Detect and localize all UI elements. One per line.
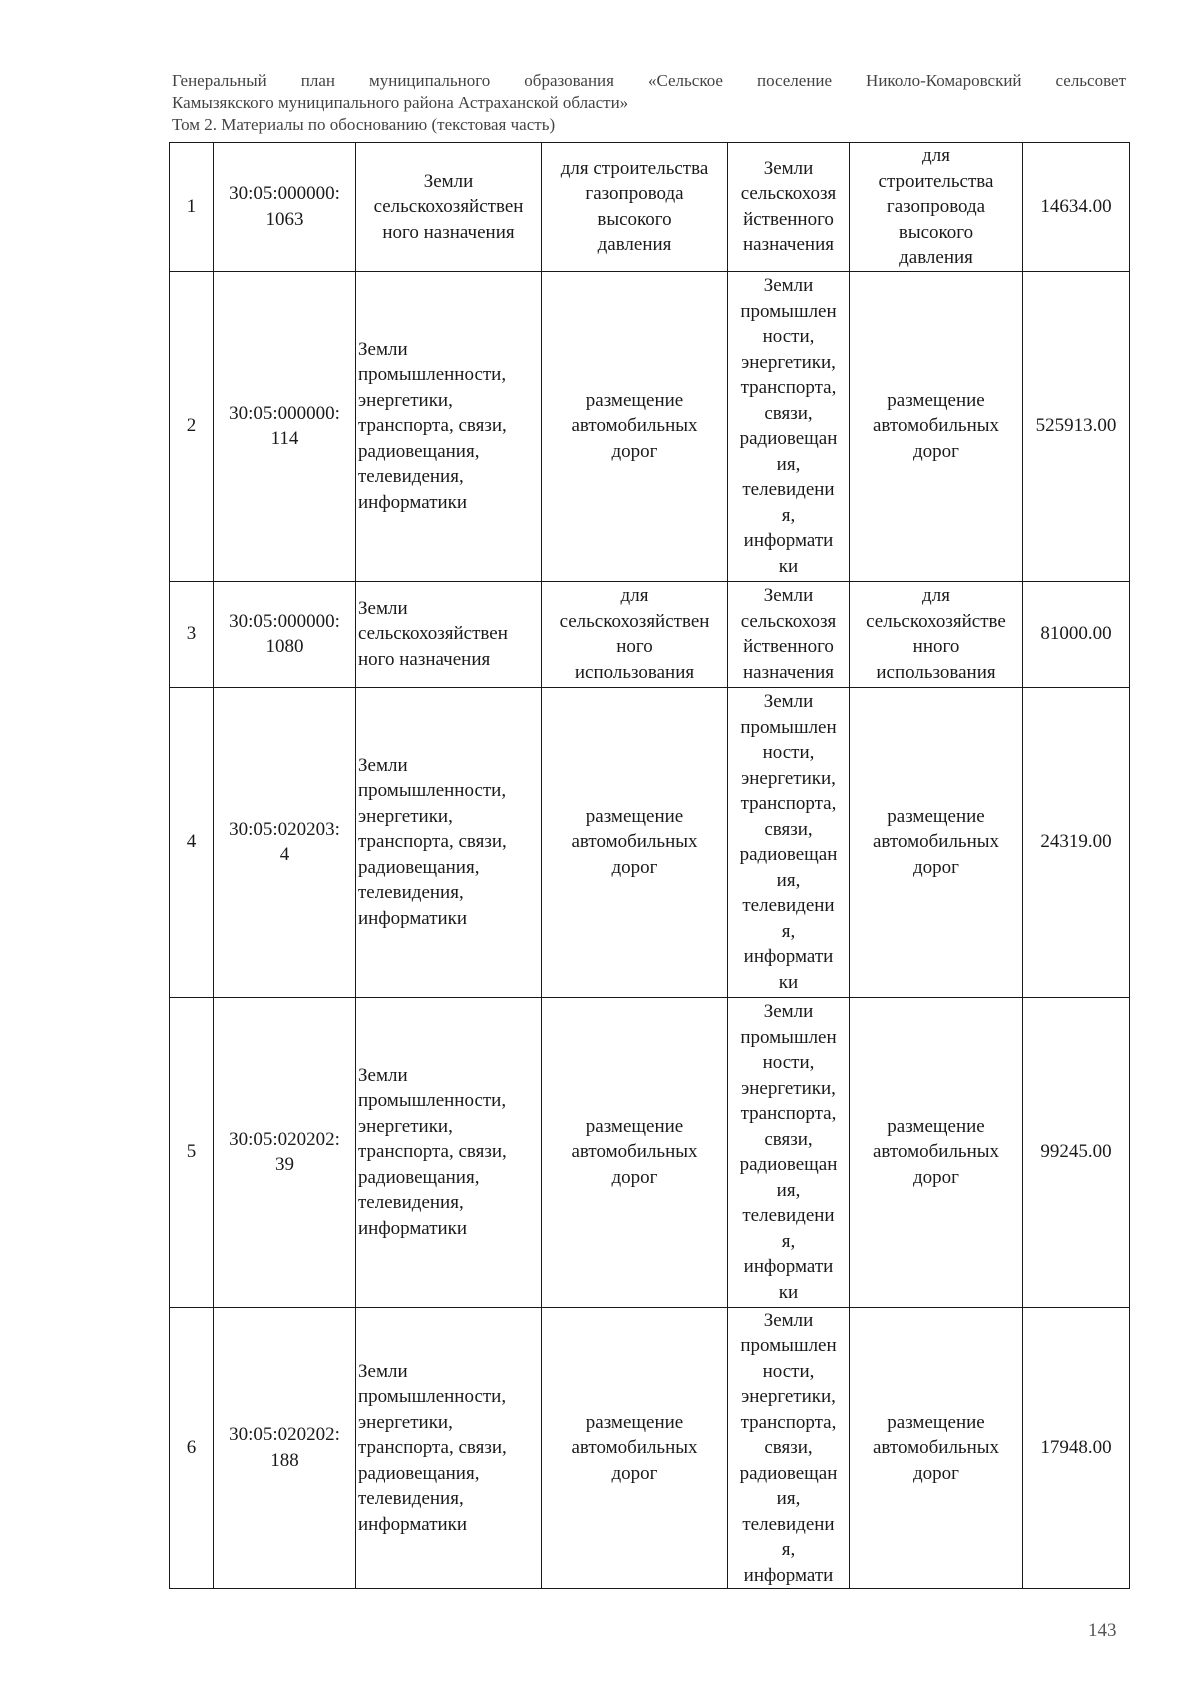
page-number: 143 [1088,1620,1117,1641]
row-number: 5 [170,997,214,1307]
table-row [170,143,1130,272]
area-value: 525913.00 [1023,271,1130,581]
land-category-2: Земли сельскохозя йственного назначения [728,143,850,272]
row-number: 4 [170,687,214,997]
table-row [170,271,1130,581]
permitted-use: для строительства газопровода высокого давления [542,143,728,272]
land-category-2: Земли промышлен ности, энергетики, транспорта, связи, радиовещан ия, телевидени я, информати [728,1307,850,1589]
cadastral-number: 30:05:020202: 39 [214,997,356,1307]
area-value: 17948.00 [1023,1307,1130,1589]
row-number: 1 [170,143,214,272]
permitted-use: размещение автомобильных дорог [542,687,728,997]
permitted-use-2: размещение автомобильных дорог [850,1307,1023,1589]
land-category: Земли сельскохозяйствен ного назначения [356,143,542,272]
land-category-2: Земли промышлен ности, энергетики, транспорта, связи, радиовещан ия, телевидени я, информати ки [728,271,850,581]
cadastral-number: 30:05:000000: 1080 [214,581,356,687]
row-number: 3 [170,581,214,687]
cadastral-number: 30:05:020202: 188 [214,1307,356,1589]
permitted-use-2: размещение автомобильных дорог [850,687,1023,997]
table-row [170,581,1130,687]
area-value: 24319.00 [1023,687,1130,997]
land-category: Земли сельскохозяйствен ного назначения [356,581,542,687]
document-header [172,70,1126,136]
land-category: Земли промышленности, энергетики, транспорта, связи, радиовещания, телевидения, информатики [356,271,542,581]
cadastral-number: 30:05:000000: 114 [214,271,356,581]
land-plots-table [169,142,1130,1589]
permitted-use-2: размещение автомобильных дорог [850,997,1023,1307]
land-category: Земли промышленности, энергетики, транспорта, связи, радиовещания, телевидения, информатики [356,1307,542,1589]
row-number: 2 [170,271,214,581]
area-value: 81000.00 [1023,581,1130,687]
land-category: Земли промышленности, энергетики, транспорта, связи, радиовещания, телевидения, информатики [356,997,542,1307]
table-row [170,687,1130,997]
header-line-2: Камызякского муниципального района Астраханской области» [172,93,629,112]
permitted-use: размещение автомобильных дорог [542,997,728,1307]
land-category: Земли промышленности, энергетики, транспорта, связи, радиовещания, телевидения, информатики [356,687,542,997]
header-line-1: Генеральный план муниципального образования «Сельское поселение Николо-Комаровский сельсовет [172,71,1126,90]
permitted-use-2: для строительства газопровода высокого давления [850,143,1023,272]
cadastral-number: 30:05:000000: 1063 [214,143,356,272]
land-category-2: Земли промышлен ности, энергетики, транспорта, связи, радиовещан ия, телевидени я, информати ки [728,687,850,997]
permitted-use: для сельскохозяйствен ного использования [542,581,728,687]
permitted-use: размещение автомобильных дорог [542,271,728,581]
permitted-use-2: для сельскохозяйстве нного использования [850,581,1023,687]
land-category-2: Земли промышлен ности, энергетики, транспорта, связи, радиовещан ия, телевидени я, информати ки [728,997,850,1307]
permitted-use-2: размещение автомобильных дорог [850,271,1023,581]
area-value: 14634.00 [1023,143,1130,272]
header-line-3: Том 2. Материалы по обоснованию (текстовая часть) [172,115,556,134]
table-row [170,997,1130,1307]
cadastral-number: 30:05:020203: 4 [214,687,356,997]
permitted-use: размещение автомобильных дорог [542,1307,728,1589]
land-category-2: Земли сельскохозя йственного назначения [728,581,850,687]
table-row [170,1307,1130,1589]
area-value: 99245.00 [1023,997,1130,1307]
row-number: 6 [170,1307,214,1589]
